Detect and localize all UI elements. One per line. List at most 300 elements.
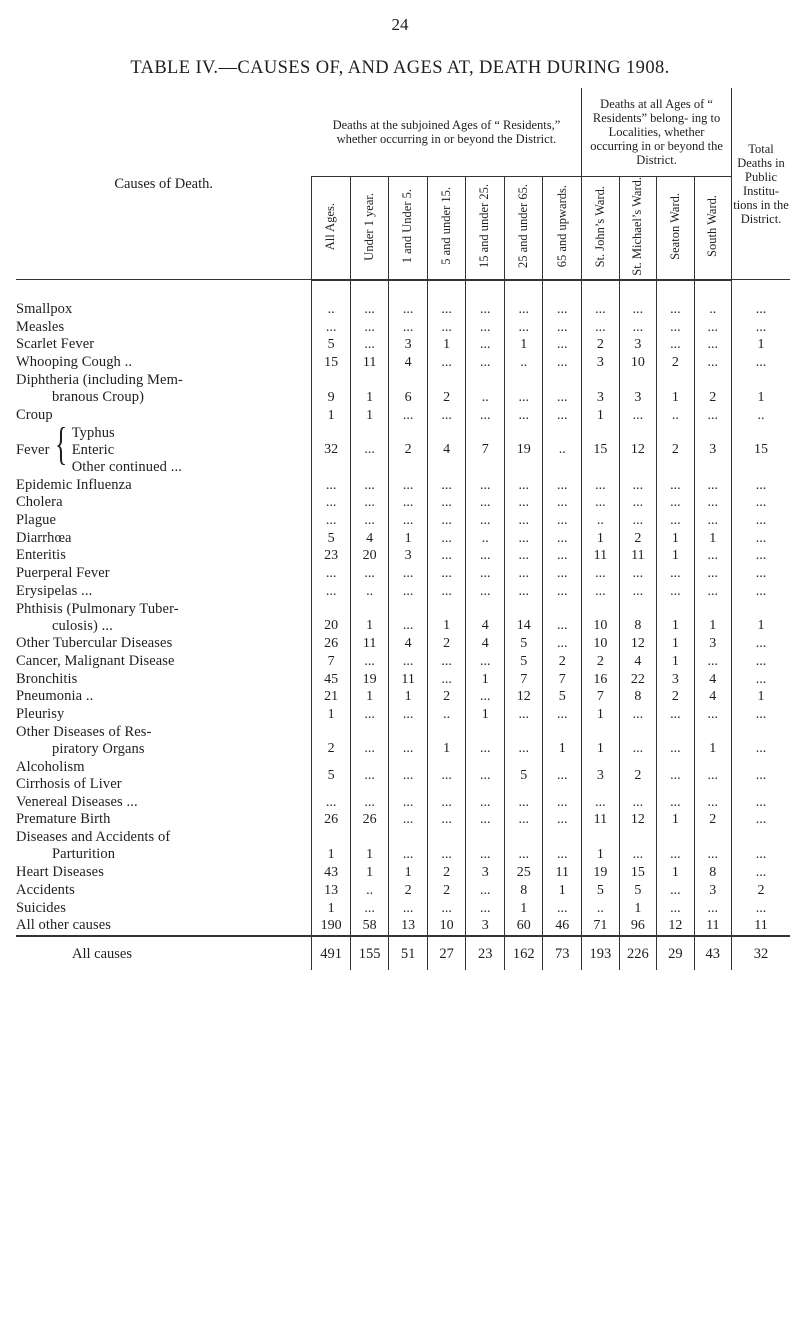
cause-label bbox=[16, 336, 312, 354]
total-value-cell: 29 bbox=[657, 936, 694, 970]
table-row bbox=[16, 529, 790, 547]
value-cell: 10 bbox=[619, 354, 656, 372]
value-cell: .. bbox=[427, 706, 466, 724]
table-row bbox=[16, 600, 790, 635]
age-col-header-text: Under 1 year. bbox=[361, 192, 376, 261]
value-cell: 1 bbox=[657, 372, 694, 407]
value-cell: ... bbox=[619, 494, 656, 512]
causes-of-death-table bbox=[16, 88, 790, 970]
value-cell: 1 bbox=[657, 547, 694, 565]
value-cell: 11 bbox=[350, 635, 389, 653]
value-cell: ... bbox=[466, 547, 505, 565]
table-row bbox=[16, 354, 790, 372]
value-cell: 1 bbox=[732, 372, 790, 407]
value-cell: 1 bbox=[389, 864, 428, 882]
value-cell: ... bbox=[427, 670, 466, 688]
value-cell: ... bbox=[732, 864, 790, 882]
total-value-cell: 193 bbox=[582, 936, 619, 970]
value-cell: ... bbox=[466, 512, 505, 530]
value-cell: ... bbox=[427, 494, 466, 512]
value-cell: 1 bbox=[504, 899, 543, 917]
value-cell: ... bbox=[657, 793, 694, 811]
value-cell: ... bbox=[657, 899, 694, 917]
value-cell: 1 bbox=[694, 600, 731, 635]
value-cell: 4 bbox=[389, 635, 428, 653]
fever-subtype: Enteric bbox=[71, 441, 115, 458]
value-cell: 12 bbox=[619, 811, 656, 829]
value-cell: ... bbox=[312, 793, 351, 811]
value-cell: ... bbox=[657, 706, 694, 724]
age-col-header bbox=[312, 177, 351, 280]
value-cell: ... bbox=[732, 811, 790, 829]
value-cell: ... bbox=[694, 653, 731, 671]
cause-text: Scarlet Fever bbox=[16, 336, 95, 353]
value-cell: ... bbox=[694, 793, 731, 811]
total-institutions-header: Total Deaths in Public Institu- tions in the District. bbox=[732, 88, 790, 280]
value-cell: ... bbox=[543, 899, 582, 917]
value-cell: ... bbox=[543, 600, 582, 635]
value-cell: ... bbox=[504, 829, 543, 864]
value-cell: ... bbox=[389, 723, 428, 758]
value-cell: ... bbox=[732, 653, 790, 671]
table-row bbox=[16, 582, 790, 600]
value-cell: ... bbox=[657, 582, 694, 600]
value-cell: ... bbox=[657, 758, 694, 793]
value-cell: 4 bbox=[466, 600, 505, 635]
age-col-header-text: All Ages. bbox=[323, 202, 338, 250]
value-cell: ... bbox=[389, 653, 428, 671]
cause-text: Plague bbox=[16, 511, 57, 528]
value-cell: 8 bbox=[619, 600, 656, 635]
value-cell: 7 bbox=[504, 670, 543, 688]
ward-col-header-text: St. Michael’s Ward. bbox=[630, 177, 645, 276]
value-cell: 1 bbox=[657, 635, 694, 653]
value-cell: ... bbox=[543, 301, 582, 319]
value-cell: ... bbox=[619, 407, 656, 425]
cause-label bbox=[16, 670, 312, 688]
cause-label bbox=[16, 899, 312, 917]
value-cell: ... bbox=[389, 407, 428, 425]
value-cell: 2 bbox=[657, 688, 694, 706]
cause-label bbox=[16, 600, 312, 635]
value-cell: 71 bbox=[582, 917, 619, 936]
table-row bbox=[16, 653, 790, 671]
value-cell: 1 bbox=[732, 336, 790, 354]
value-cell: ... bbox=[466, 318, 505, 336]
total-value-cell: 162 bbox=[504, 936, 543, 970]
value-cell: .. bbox=[582, 512, 619, 530]
table-row bbox=[16, 793, 790, 811]
value-cell: 10 bbox=[427, 917, 466, 936]
value-cell: 11 bbox=[732, 917, 790, 936]
cause-text: Diseases and Accidents of bbox=[16, 829, 171, 846]
totals-label: All causes bbox=[72, 946, 132, 963]
total-value-cell: 43 bbox=[694, 936, 731, 970]
table-row bbox=[16, 864, 790, 882]
ward-col-header-text: Seaton Ward. bbox=[667, 192, 682, 260]
value-cell: 60 bbox=[504, 917, 543, 936]
value-cell: ... bbox=[694, 899, 731, 917]
cause-label bbox=[16, 917, 312, 936]
ward-col-header bbox=[694, 177, 731, 280]
cause-label bbox=[16, 882, 312, 900]
cause-text: Diphtheria (including Mem- bbox=[16, 372, 183, 388]
value-cell: 46 bbox=[543, 917, 582, 936]
value-cell: 19 bbox=[350, 670, 389, 688]
value-cell: 58 bbox=[350, 917, 389, 936]
value-cell: 1 bbox=[543, 882, 582, 900]
value-cell: 11 bbox=[619, 547, 656, 565]
value-cell: 1 bbox=[350, 688, 389, 706]
value-cell: ... bbox=[427, 512, 466, 530]
value-cell: ... bbox=[427, 407, 466, 425]
value-cell: 3 bbox=[466, 864, 505, 882]
value-cell: ... bbox=[427, 547, 466, 565]
value-cell: 96 bbox=[619, 917, 656, 936]
value-cell: 3 bbox=[619, 372, 656, 407]
value-cell: 1 bbox=[427, 336, 466, 354]
value-cell: 2 bbox=[389, 882, 428, 900]
value-cell: 11 bbox=[350, 354, 389, 372]
cause-text: Fever bbox=[16, 441, 50, 458]
value-cell: 2 bbox=[427, 882, 466, 900]
value-cell: ... bbox=[694, 706, 731, 724]
value-cell: ... bbox=[504, 547, 543, 565]
value-cell: ... bbox=[543, 793, 582, 811]
value-cell: 7 bbox=[582, 688, 619, 706]
value-cell: ... bbox=[350, 318, 389, 336]
age-col-header bbox=[389, 177, 428, 280]
value-cell: ... bbox=[543, 476, 582, 494]
table-row bbox=[16, 723, 790, 758]
value-cell: ... bbox=[582, 565, 619, 583]
value-cell: ... bbox=[389, 829, 428, 864]
cause-text-continued: Cirrhosis of Liver bbox=[16, 775, 122, 792]
value-cell: 1 bbox=[466, 706, 505, 724]
value-cell: 1 bbox=[350, 600, 389, 635]
cause-label bbox=[16, 653, 312, 671]
value-cell: ... bbox=[582, 476, 619, 494]
value-cell: 3 bbox=[582, 372, 619, 407]
value-cell: ... bbox=[466, 476, 505, 494]
value-cell: 5 bbox=[312, 529, 351, 547]
value-cell: 23 bbox=[312, 547, 351, 565]
value-cell: 5 bbox=[312, 758, 351, 793]
cause-label bbox=[16, 354, 312, 372]
value-cell: 5 bbox=[504, 653, 543, 671]
value-cell: 11 bbox=[582, 547, 619, 565]
value-cell: ... bbox=[389, 476, 428, 494]
total-value-cell: 155 bbox=[350, 936, 389, 970]
value-cell: 2 bbox=[389, 424, 428, 476]
value-cell: ... bbox=[389, 758, 428, 793]
value-cell: ... bbox=[466, 565, 505, 583]
value-cell: 15 bbox=[732, 424, 790, 476]
value-cell: ... bbox=[657, 494, 694, 512]
value-cell: ... bbox=[350, 653, 389, 671]
value-cell: ... bbox=[543, 635, 582, 653]
cause-text: Premature Birth bbox=[16, 811, 111, 828]
value-cell: ... bbox=[732, 301, 790, 319]
value-cell: 2 bbox=[657, 424, 694, 476]
value-cell: 19 bbox=[504, 424, 543, 476]
value-cell: ... bbox=[350, 899, 389, 917]
value-cell: .. bbox=[466, 529, 505, 547]
value-cell: 15 bbox=[312, 354, 351, 372]
value-cell: ... bbox=[389, 600, 428, 635]
value-cell: ... bbox=[466, 882, 505, 900]
cause-text: Accidents bbox=[16, 881, 75, 898]
table-row bbox=[16, 899, 790, 917]
cause-label bbox=[16, 829, 312, 864]
cause-text: Puerperal Fever bbox=[16, 564, 110, 581]
value-cell: 26 bbox=[350, 811, 389, 829]
age-col-header bbox=[466, 177, 505, 280]
value-cell: 11 bbox=[389, 670, 428, 688]
cause-label bbox=[16, 811, 312, 829]
value-cell: ... bbox=[543, 758, 582, 793]
value-cell: 4 bbox=[694, 670, 731, 688]
value-cell: 8 bbox=[619, 688, 656, 706]
value-cell: 19 bbox=[582, 864, 619, 882]
value-cell: 3 bbox=[619, 336, 656, 354]
cause-text: Measles bbox=[16, 318, 65, 335]
value-cell: 11 bbox=[582, 811, 619, 829]
value-cell: ... bbox=[427, 793, 466, 811]
value-cell: 45 bbox=[312, 670, 351, 688]
value-cell: 1 bbox=[350, 829, 389, 864]
value-cell: 4 bbox=[389, 354, 428, 372]
value-cell: 25 bbox=[504, 864, 543, 882]
value-cell: ... bbox=[504, 301, 543, 319]
value-cell: ... bbox=[732, 512, 790, 530]
value-cell: ... bbox=[694, 758, 731, 793]
value-cell: ... bbox=[543, 582, 582, 600]
value-cell: ... bbox=[657, 512, 694, 530]
cause-text: Other Tubercular Diseases bbox=[16, 635, 173, 652]
value-cell: 1 bbox=[312, 407, 351, 425]
value-cell: 12 bbox=[619, 424, 656, 476]
value-cell: ... bbox=[732, 635, 790, 653]
cause-label bbox=[16, 582, 312, 600]
value-cell: 1 bbox=[657, 653, 694, 671]
value-cell: ... bbox=[312, 494, 351, 512]
value-cell: 3 bbox=[694, 882, 731, 900]
value-cell: .. bbox=[466, 372, 505, 407]
value-cell: 1 bbox=[312, 899, 351, 917]
value-cell: 1 bbox=[427, 600, 466, 635]
value-cell: .. bbox=[504, 354, 543, 372]
value-cell: ... bbox=[427, 899, 466, 917]
age-col-header bbox=[543, 177, 582, 280]
value-cell: ... bbox=[350, 494, 389, 512]
value-cell: 4 bbox=[427, 424, 466, 476]
cause-text: Suicides bbox=[16, 899, 66, 916]
value-cell: 4 bbox=[350, 529, 389, 547]
table-row bbox=[16, 547, 790, 565]
value-cell: 7 bbox=[466, 424, 505, 476]
value-cell: ... bbox=[504, 529, 543, 547]
value-cell: ... bbox=[427, 318, 466, 336]
cause-label bbox=[16, 301, 312, 319]
value-cell: 2 bbox=[312, 723, 351, 758]
value-cell: ... bbox=[619, 512, 656, 530]
value-cell: ... bbox=[466, 688, 505, 706]
cause-text-continued: piratory Organs bbox=[52, 740, 145, 757]
age-col-header-text: 1 and Under 5. bbox=[400, 189, 415, 264]
cause-text: Alcoholism bbox=[16, 758, 85, 775]
value-cell: ... bbox=[694, 547, 731, 565]
value-cell: 5 bbox=[582, 882, 619, 900]
value-cell: 12 bbox=[657, 917, 694, 936]
value-cell: ... bbox=[694, 336, 731, 354]
table-row bbox=[16, 882, 790, 900]
value-cell: 2 bbox=[619, 529, 656, 547]
value-cell: ... bbox=[389, 793, 428, 811]
value-cell: 3 bbox=[466, 917, 505, 936]
cause-label bbox=[16, 512, 312, 530]
value-cell: 3 bbox=[694, 424, 731, 476]
value-cell: ... bbox=[543, 318, 582, 336]
total-value-cell: 226 bbox=[619, 936, 656, 970]
cause-text: Cholera bbox=[16, 494, 63, 511]
age-col-header-text: 15 and under 25. bbox=[477, 184, 492, 269]
value-cell: ... bbox=[543, 336, 582, 354]
cause-label bbox=[16, 372, 312, 407]
cause-text: Epidemic Influenza bbox=[16, 476, 132, 493]
value-cell: ... bbox=[582, 301, 619, 319]
value-cell: ... bbox=[312, 476, 351, 494]
value-cell: ... bbox=[427, 354, 466, 372]
value-cell: 3 bbox=[657, 670, 694, 688]
table-row bbox=[16, 494, 790, 512]
value-cell: ... bbox=[543, 811, 582, 829]
value-cell: 10 bbox=[582, 635, 619, 653]
cause-label bbox=[16, 635, 312, 653]
value-cell: 20 bbox=[350, 547, 389, 565]
table-title: TABLE IV.—CAUSES OF, AND AGES AT, DEATH DURING 1908. bbox=[130, 58, 670, 78]
value-cell: ... bbox=[504, 565, 543, 583]
value-cell: ... bbox=[694, 512, 731, 530]
value-cell: ... bbox=[312, 565, 351, 583]
cause-label bbox=[16, 758, 312, 793]
value-cell: 21 bbox=[312, 688, 351, 706]
value-cell: ... bbox=[619, 301, 656, 319]
value-cell: 1 bbox=[657, 529, 694, 547]
value-cell: ... bbox=[504, 407, 543, 425]
value-cell: ... bbox=[619, 476, 656, 494]
table-row bbox=[16, 565, 790, 583]
value-cell: ... bbox=[350, 476, 389, 494]
value-cell: ... bbox=[504, 476, 543, 494]
value-cell: ... bbox=[543, 354, 582, 372]
value-cell: 15 bbox=[619, 864, 656, 882]
table-row bbox=[16, 336, 790, 354]
value-cell: ... bbox=[543, 512, 582, 530]
value-cell: 4 bbox=[619, 653, 656, 671]
cause-text: Other Diseases of Res- bbox=[16, 723, 152, 740]
value-cell: ... bbox=[657, 476, 694, 494]
ward-col-header-text: South Ward. bbox=[705, 195, 720, 258]
value-cell: ... bbox=[427, 565, 466, 583]
value-cell: ... bbox=[389, 899, 428, 917]
value-cell: 1 bbox=[582, 407, 619, 425]
value-cell: 2 bbox=[582, 336, 619, 354]
age-col-header bbox=[504, 177, 543, 280]
value-cell: 16 bbox=[582, 670, 619, 688]
value-cell: ... bbox=[732, 829, 790, 864]
value-cell: 1 bbox=[350, 407, 389, 425]
value-cell: ... bbox=[312, 318, 351, 336]
value-cell: ... bbox=[657, 318, 694, 336]
value-cell: ... bbox=[619, 706, 656, 724]
value-cell: 1 bbox=[312, 829, 351, 864]
cause-label bbox=[16, 706, 312, 724]
value-cell: ... bbox=[466, 336, 505, 354]
value-cell: 4 bbox=[466, 635, 505, 653]
value-cell: ... bbox=[466, 758, 505, 793]
cause-text-continued: branous Croup) bbox=[52, 389, 145, 405]
value-cell: ... bbox=[543, 494, 582, 512]
value-cell: ... bbox=[732, 723, 790, 758]
value-cell: 2 bbox=[582, 653, 619, 671]
cause-text: Diarrhœa bbox=[16, 529, 72, 546]
value-cell: 32 bbox=[312, 424, 351, 476]
ages-group-header: Deaths at the subjoined Ages of “ Residents,” whether occurring in or beyond the District. bbox=[312, 88, 582, 177]
table-row bbox=[16, 301, 790, 319]
value-cell: .. bbox=[694, 301, 731, 319]
value-cell: ... bbox=[504, 706, 543, 724]
value-cell: 12 bbox=[619, 635, 656, 653]
table-row bbox=[16, 635, 790, 653]
value-cell: .. bbox=[582, 899, 619, 917]
value-cell: 1 bbox=[732, 600, 790, 635]
value-cell: 2 bbox=[732, 882, 790, 900]
value-cell: 43 bbox=[312, 864, 351, 882]
table-row bbox=[16, 917, 790, 936]
value-cell: 2 bbox=[427, 635, 466, 653]
ward-col-header bbox=[582, 177, 619, 280]
value-cell: ... bbox=[389, 565, 428, 583]
cause-label bbox=[16, 723, 312, 758]
value-cell: 3 bbox=[582, 758, 619, 793]
value-cell: ... bbox=[312, 582, 351, 600]
table-row bbox=[16, 758, 790, 793]
value-cell: 1 bbox=[312, 706, 351, 724]
value-cell: 5 bbox=[312, 336, 351, 354]
value-cell: 26 bbox=[312, 635, 351, 653]
value-cell: ... bbox=[694, 494, 731, 512]
value-cell: 1 bbox=[657, 600, 694, 635]
value-cell: ... bbox=[466, 301, 505, 319]
table-row bbox=[16, 688, 790, 706]
value-cell: ... bbox=[657, 336, 694, 354]
value-cell: ... bbox=[543, 407, 582, 425]
value-cell: 2 bbox=[427, 372, 466, 407]
value-cell: ... bbox=[427, 476, 466, 494]
value-cell: 1 bbox=[582, 829, 619, 864]
value-cell: 1 bbox=[582, 529, 619, 547]
cause-label bbox=[16, 494, 312, 512]
value-cell: 7 bbox=[543, 670, 582, 688]
cause-label bbox=[16, 864, 312, 882]
table-row bbox=[16, 829, 790, 864]
value-cell: ... bbox=[350, 793, 389, 811]
value-cell: ... bbox=[732, 529, 790, 547]
causes-header: Causes of Death. bbox=[16, 88, 312, 280]
cause-label bbox=[16, 424, 312, 476]
table-row bbox=[16, 407, 790, 425]
